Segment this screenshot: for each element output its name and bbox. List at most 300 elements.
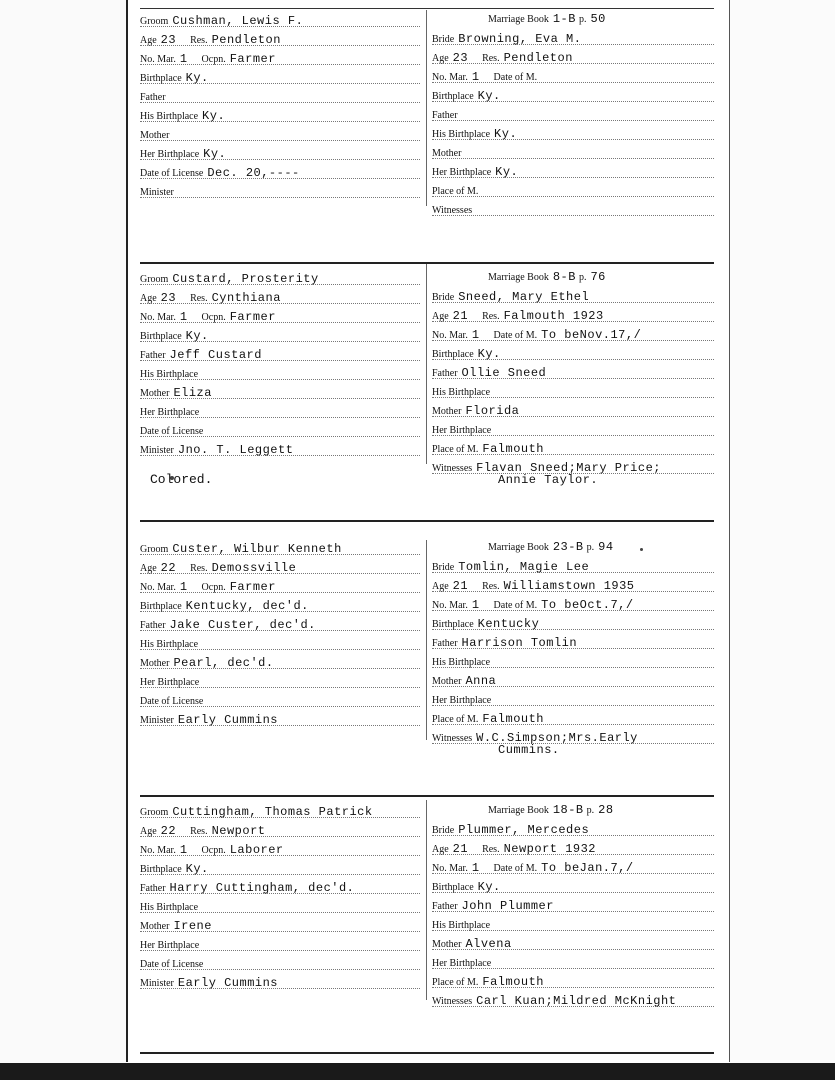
field-value: Falmouth xyxy=(482,712,544,726)
book-page-label: p. xyxy=(586,805,595,816)
field-value: Ky. xyxy=(477,347,501,361)
field-value: Falmouth xyxy=(482,975,544,989)
field-label: Ocpn. xyxy=(201,54,226,65)
witnesses-continued: Annie Taylor. xyxy=(498,473,599,487)
field-label: No. Mar. xyxy=(432,72,468,83)
field-label: Minister xyxy=(140,445,174,456)
bride-witnesses-field xyxy=(432,729,714,747)
field-label: Ocpn. xyxy=(201,582,226,593)
field-label: Birthplace xyxy=(140,864,182,875)
column-divider xyxy=(426,800,427,1000)
field-label: His Birthplace xyxy=(140,639,199,650)
bride-her-birthplace-field xyxy=(432,421,714,439)
field-label: Witnesses xyxy=(432,733,473,744)
field-label: Her Birthplace xyxy=(140,677,200,688)
groom-her-birthplace-field xyxy=(140,673,420,691)
book-volume: 23-B xyxy=(552,540,584,554)
groom-birthplace-field xyxy=(140,69,420,87)
field-value: 23 xyxy=(160,291,177,305)
groom-her-birthplace-field xyxy=(140,936,420,954)
bride-her-birthplace-field xyxy=(432,163,714,181)
field-label: Witnesses xyxy=(432,463,473,474)
groom-minister-field xyxy=(140,441,420,459)
field-value: John Plummer xyxy=(461,899,554,913)
record-divider xyxy=(140,795,714,797)
field-label: Date of M. xyxy=(493,330,538,341)
field-label: Bride xyxy=(432,292,455,303)
bride-place-of-m-field xyxy=(432,440,714,458)
field-value: Farmer xyxy=(229,580,276,594)
field-label: Date of License xyxy=(140,696,204,707)
field-label: No. Mar. xyxy=(140,54,176,65)
groom-father-field xyxy=(140,879,420,897)
field-label: Father xyxy=(432,638,458,649)
page-right-margin xyxy=(730,0,835,1080)
field-label: Her Birthplace xyxy=(140,149,200,160)
field-value: Newport xyxy=(211,824,266,838)
field-label: Her Birthplace xyxy=(140,407,200,418)
groom-date-of-license-field xyxy=(140,955,420,973)
bride-birthplace-field xyxy=(432,615,714,633)
bride-mother-field xyxy=(432,402,714,420)
field-label: No. Mar. xyxy=(140,312,176,323)
field-label: Res. xyxy=(190,826,208,837)
bride-place-of-m-field xyxy=(432,973,714,991)
fill-line xyxy=(432,629,714,630)
field-value: Pendleton xyxy=(503,51,573,65)
field-value: Ky. xyxy=(477,89,501,103)
field-value: 21 xyxy=(452,579,469,593)
bride-no-mar-field xyxy=(432,326,714,344)
bride-birthplace-field xyxy=(432,87,714,105)
groom-groom-field xyxy=(140,12,420,30)
bride-his-birthplace-field xyxy=(432,916,714,934)
bride-father-field xyxy=(432,634,714,652)
field-value: Falmouth 1923 xyxy=(503,309,604,323)
groom-his-birthplace-field xyxy=(140,107,420,125)
field-value: Cynthiana xyxy=(211,291,281,305)
field-value: To beJan.7,/ xyxy=(541,861,634,875)
field-label: Place of M. xyxy=(432,977,479,988)
groom-mother-field xyxy=(140,654,420,672)
field-value: Farmer xyxy=(229,310,276,324)
field-label: No. Mar. xyxy=(432,863,468,874)
page-left-margin xyxy=(0,0,126,1080)
bride-no-mar-field xyxy=(432,68,714,86)
field-value: Custer, Wilbur Kenneth xyxy=(172,542,342,556)
field-label: Date of License xyxy=(140,168,204,179)
field-label: Witnesses xyxy=(432,996,473,1007)
field-label: No. Mar. xyxy=(432,330,468,341)
field-value: Falmouth xyxy=(482,442,544,456)
field-label: Mother xyxy=(140,130,170,141)
field-value: Irene xyxy=(173,919,212,933)
field-label: Minister xyxy=(140,715,174,726)
field-value: Ky. xyxy=(203,147,227,161)
field-label: Father xyxy=(432,901,458,912)
field-label: Res. xyxy=(190,35,208,46)
field-value: Pearl, dec'd. xyxy=(173,656,274,670)
field-value: Ky. xyxy=(494,127,518,141)
field-label: His Birthplace xyxy=(432,387,491,398)
field-label: Place of M. xyxy=(432,714,479,725)
groom-her-birthplace-field xyxy=(140,403,420,421)
field-value: Kentucky, dec'd. xyxy=(185,599,309,613)
field-value: To beNov.17,/ xyxy=(541,328,642,342)
groom-groom-field xyxy=(140,270,420,288)
field-label: Mother xyxy=(432,406,462,417)
field-label: No. Mar. xyxy=(432,600,468,611)
groom-his-birthplace-field xyxy=(140,898,420,916)
book-label: Marriage Book xyxy=(488,14,549,25)
field-label: No. Mar. xyxy=(140,582,176,593)
field-value: Eliza xyxy=(173,386,212,400)
bride-no-mar-field xyxy=(432,596,714,614)
field-value: Ky. xyxy=(185,862,209,876)
field-label: Age xyxy=(432,53,449,64)
groom-mother-field xyxy=(140,384,420,402)
field-value: 1 xyxy=(471,598,480,612)
field-value: Ollie Sneed xyxy=(461,366,547,380)
field-label: Ocpn. xyxy=(201,845,226,856)
book-label: Marriage Book xyxy=(488,805,549,816)
field-label: Mother xyxy=(140,658,170,669)
field-value: 21 xyxy=(452,309,469,323)
bride-place-of-m-field xyxy=(432,182,714,200)
groom-groom-field xyxy=(140,540,420,558)
record-divider xyxy=(140,520,714,522)
field-label: Birthplace xyxy=(432,349,474,360)
marriage-book-ref xyxy=(488,540,614,554)
field-label: Birthplace xyxy=(140,331,182,342)
field-label: Place of M. xyxy=(432,186,479,197)
fill-line xyxy=(140,874,420,875)
field-value: 1 xyxy=(179,310,188,324)
groom-his-birthplace-field xyxy=(140,635,420,653)
field-label: Date of License xyxy=(140,959,204,970)
bride-witnesses-field xyxy=(432,992,714,1010)
field-value: 22 xyxy=(160,561,177,575)
field-value: Cushman, Lewis F. xyxy=(172,14,304,28)
page-left-border xyxy=(126,0,128,1062)
book-page-label: p. xyxy=(586,542,595,553)
book-label: Marriage Book xyxy=(488,542,549,553)
field-label: Mother xyxy=(140,388,170,399)
field-label: Res. xyxy=(482,581,500,592)
field-label: Date of License xyxy=(140,426,204,437)
bride-his-birthplace-field xyxy=(432,125,714,143)
field-label: Date of M. xyxy=(493,600,538,611)
field-label: Age xyxy=(432,844,449,855)
field-label: His Birthplace xyxy=(140,369,199,380)
field-label: Father xyxy=(140,620,166,631)
field-label: Groom xyxy=(140,807,169,818)
scan-bottom-edge xyxy=(0,1063,835,1080)
bride-bride-field xyxy=(432,288,714,306)
groom-father-field xyxy=(140,88,420,106)
bride-bride-field xyxy=(432,821,714,839)
bride-witnesses-field xyxy=(432,201,714,219)
bride-birthplace-field xyxy=(432,345,714,363)
field-value: Harry Cuttingham, dec'd. xyxy=(169,881,355,895)
field-value: Ky. xyxy=(477,880,501,894)
book-page: 50 xyxy=(590,12,606,26)
bride-witnesses-field xyxy=(432,459,714,477)
field-label: Bride xyxy=(432,34,455,45)
field-label: Groom xyxy=(140,274,169,285)
field-value: Dec. 20,---- xyxy=(207,166,300,180)
field-label: Father xyxy=(140,350,166,361)
field-value: Early Cummins xyxy=(177,713,279,727)
field-value: Custard, Prosterity xyxy=(172,272,319,286)
groom-father-field xyxy=(140,616,420,634)
groom-no-mar-field xyxy=(140,308,420,326)
book-page-label: p. xyxy=(578,14,587,25)
bride-age-field xyxy=(432,577,714,595)
groom-birthplace-field xyxy=(140,860,420,878)
field-label: Age xyxy=(432,581,449,592)
book-page: 76 xyxy=(590,270,606,284)
field-value: Early Cummins xyxy=(177,976,279,990)
fill-line xyxy=(432,158,714,159)
field-value: Pendleton xyxy=(211,33,281,47)
field-label: Birthplace xyxy=(432,91,474,102)
field-value: Harrison Tomlin xyxy=(461,636,578,650)
field-label: Minister xyxy=(140,187,174,198)
column-divider xyxy=(426,540,427,740)
field-label: Birthplace xyxy=(432,882,474,893)
record-divider xyxy=(140,1052,714,1054)
field-value: W.C.Simpson;Mrs.Early xyxy=(476,731,638,745)
field-label: Res. xyxy=(482,53,500,64)
fill-line xyxy=(140,341,420,342)
field-value: Ky. xyxy=(495,165,519,179)
field-label: Ocpn. xyxy=(201,312,226,323)
book-volume: 18-B xyxy=(552,803,584,817)
field-value: Florida xyxy=(465,404,520,418)
field-value: Jake Custer, dec'd. xyxy=(169,618,316,632)
field-value: Sneed, Mary Ethel xyxy=(458,290,590,304)
groom-age-field xyxy=(140,289,420,307)
field-label: Her Birthplace xyxy=(432,167,492,178)
groom-birthplace-field xyxy=(140,597,420,615)
groom-her-birthplace-field xyxy=(140,145,420,163)
field-value: 1 xyxy=(471,70,480,84)
field-value: 1 xyxy=(179,52,188,66)
field-label: Father xyxy=(432,110,458,121)
bride-place-of-m-field xyxy=(432,710,714,728)
bride-father-field xyxy=(432,897,714,915)
field-value: Newport 1932 xyxy=(503,842,596,856)
field-label: His Birthplace xyxy=(432,129,491,140)
marriage-book-ref xyxy=(488,12,606,26)
field-label: Her Birthplace xyxy=(140,940,200,951)
groom-minister-field xyxy=(140,183,420,201)
field-value: 22 xyxy=(160,824,177,838)
marriage-book-ref xyxy=(488,803,614,817)
field-value: Anna xyxy=(465,674,497,688)
fill-line xyxy=(432,892,714,893)
field-label: Father xyxy=(140,92,166,103)
field-value: Plummer, Mercedes xyxy=(458,823,590,837)
fill-line xyxy=(432,359,714,360)
field-value: Ky. xyxy=(185,71,209,85)
bride-bride-field xyxy=(432,558,714,576)
field-label: Place of M. xyxy=(432,444,479,455)
field-label: Age xyxy=(140,293,157,304)
fill-line xyxy=(432,120,714,121)
fill-line xyxy=(140,83,420,84)
field-label: Father xyxy=(140,883,166,894)
fill-line xyxy=(432,101,714,102)
field-label: Age xyxy=(140,35,157,46)
bride-father-field xyxy=(432,106,714,124)
groom-minister-field xyxy=(140,711,420,729)
field-label: His Birthplace xyxy=(140,111,199,122)
bride-his-birthplace-field xyxy=(432,653,714,671)
field-value: 21 xyxy=(452,842,469,856)
field-label: His Birthplace xyxy=(140,902,199,913)
field-value: Jno. T. Leggett xyxy=(177,443,294,457)
field-value: Flavan Sneed;Mary Price; xyxy=(476,461,661,475)
field-label: Birthplace xyxy=(432,619,474,630)
field-label: Res. xyxy=(190,563,208,574)
record-divider xyxy=(140,262,714,264)
field-value: Tomlin, Magie Lee xyxy=(458,560,590,574)
field-value: 1 xyxy=(179,843,188,857)
field-label: Bride xyxy=(432,825,455,836)
groom-birthplace-field xyxy=(140,327,420,345)
groom-his-birthplace-field xyxy=(140,365,420,383)
field-label: Mother xyxy=(432,148,462,159)
bride-no-mar-field xyxy=(432,859,714,877)
field-label: Mother xyxy=(140,921,170,932)
field-label: Her Birthplace xyxy=(432,958,492,969)
ink-speck xyxy=(640,548,643,551)
field-label: Her Birthplace xyxy=(432,425,492,436)
bride-age-field xyxy=(432,840,714,858)
book-label: Marriage Book xyxy=(488,272,549,283)
field-value: Jeff Custard xyxy=(169,348,262,362)
book-page-label: p. xyxy=(578,272,587,283)
column-divider xyxy=(426,264,427,464)
field-label: Birthplace xyxy=(140,73,182,84)
book-page: 94 xyxy=(598,540,614,554)
groom-no-mar-field xyxy=(140,578,420,596)
bride-mother-field xyxy=(432,935,714,953)
field-value: Ky. xyxy=(202,109,226,123)
field-value: Alvena xyxy=(465,937,512,951)
groom-mother-field xyxy=(140,917,420,935)
groom-mother-field xyxy=(140,126,420,144)
field-value: Carl Kuan;Mildred McKnight xyxy=(476,994,677,1008)
groom-minister-field xyxy=(140,974,420,992)
bride-bride-field xyxy=(432,30,714,48)
field-label: Age xyxy=(140,563,157,574)
field-value: Demossville xyxy=(211,561,297,575)
field-label: His Birthplace xyxy=(432,657,491,668)
book-page: 28 xyxy=(598,803,614,817)
bride-mother-field xyxy=(432,144,714,162)
field-label: Groom xyxy=(140,16,169,27)
field-label: Birthplace xyxy=(140,601,182,612)
fill-line xyxy=(432,215,714,216)
bride-father-field xyxy=(432,364,714,382)
groom-age-field xyxy=(140,559,420,577)
field-value: Cuttingham, Thomas Patrick xyxy=(172,805,373,819)
field-label: Res. xyxy=(482,844,500,855)
field-value: Farmer xyxy=(229,52,276,66)
book-volume: 8-B xyxy=(552,270,576,284)
marriage-book-ref xyxy=(488,270,606,284)
field-label: No. Mar. xyxy=(140,845,176,856)
bride-age-field xyxy=(432,307,714,325)
field-label: Witnesses xyxy=(432,205,473,216)
bride-his-birthplace-field xyxy=(432,383,714,401)
field-value: 1 xyxy=(471,861,480,875)
field-value: Ky. xyxy=(185,329,209,343)
field-value: Browning, Eva M. xyxy=(458,32,582,46)
groom-no-mar-field xyxy=(140,841,420,859)
groom-no-mar-field xyxy=(140,50,420,68)
field-label: Groom xyxy=(140,544,169,555)
fill-line xyxy=(432,63,714,64)
bride-age-field xyxy=(432,49,714,67)
groom-age-field xyxy=(140,31,420,49)
field-label: Mother xyxy=(432,939,462,950)
fill-line xyxy=(140,102,420,103)
field-label: Age xyxy=(140,826,157,837)
column-divider xyxy=(426,10,427,206)
field-value: 23 xyxy=(452,51,469,65)
field-value: Laborer xyxy=(229,843,284,857)
groom-father-field xyxy=(140,346,420,364)
fill-line xyxy=(140,197,420,198)
fill-line xyxy=(140,836,420,837)
fill-line xyxy=(140,140,420,141)
field-value: 1 xyxy=(471,328,480,342)
field-label: Date of M. xyxy=(493,72,538,83)
book-volume: 1-B xyxy=(552,12,576,26)
field-label: Minister xyxy=(140,978,174,989)
field-value: Kentucky xyxy=(477,617,540,631)
page-right-border xyxy=(729,0,730,1062)
groom-age-field xyxy=(140,822,420,840)
field-label: Age xyxy=(432,311,449,322)
record-divider xyxy=(140,8,714,9)
field-label: Res. xyxy=(190,293,208,304)
groom-date-of-license-field xyxy=(140,422,420,440)
bride-birthplace-field xyxy=(432,878,714,896)
field-label: Res. xyxy=(482,311,500,322)
groom-date-of-license-field xyxy=(140,692,420,710)
bride-mother-field xyxy=(432,672,714,690)
field-value: 1 xyxy=(179,580,188,594)
bride-her-birthplace-field xyxy=(432,691,714,709)
witnesses-continued: Cummins. xyxy=(498,743,560,757)
bride-her-birthplace-field xyxy=(432,954,714,972)
field-label: Her Birthplace xyxy=(432,695,492,706)
field-value: Williamstown 1935 xyxy=(503,579,635,593)
field-label: Mother xyxy=(432,676,462,687)
field-value: 23 xyxy=(160,33,177,47)
field-label: His Birthplace xyxy=(432,920,491,931)
groom-groom-field xyxy=(140,803,420,821)
field-value: To beOct.7,/ xyxy=(541,598,634,612)
field-label: Bride xyxy=(432,562,455,573)
field-label: Date of M. xyxy=(493,863,538,874)
groom-date-of-license-field xyxy=(140,164,420,182)
